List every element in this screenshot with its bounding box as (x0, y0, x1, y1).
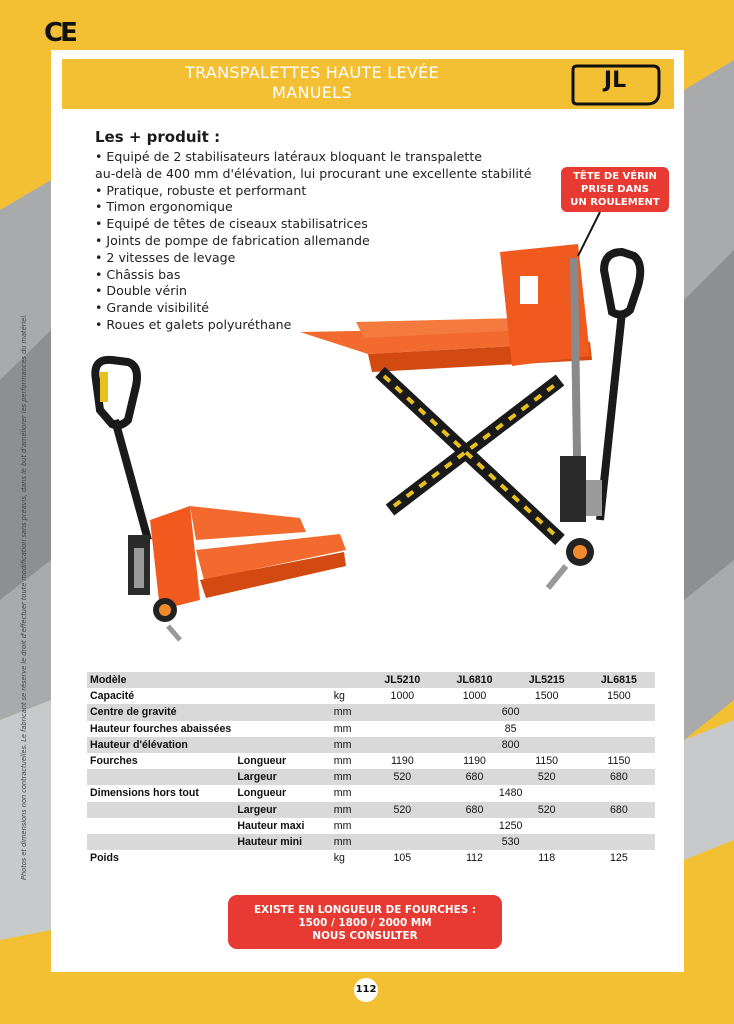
callout-line3: UN ROULEMENT (570, 197, 660, 208)
spec-value-cell: 1250 (498, 819, 523, 832)
pallet-truck-lowered-image (95, 360, 346, 640)
feature-item: • Roues et galets polyuréthane (95, 316, 292, 332)
spec-value-cell: 800 (366, 737, 655, 753)
spec-unit-cell: mm (333, 722, 352, 735)
range-badge-label: JL (603, 68, 627, 93)
spec-value-cell: 112 (466, 852, 483, 865)
spec-value-cell: 680 (583, 769, 655, 785)
spec-sub-cell (234, 850, 327, 866)
feature-item: • Equipé de 2 stabilisateurs latéraux bloquant le transpalette (95, 149, 483, 164)
fork-length-notice (228, 895, 502, 949)
spec-sub-cell (234, 704, 327, 720)
spec-name-cell (87, 769, 234, 785)
spec-unit-cell: mm (333, 787, 352, 800)
spec-sub-cell (234, 688, 327, 704)
table-row (87, 802, 655, 818)
spec-sub-cell (234, 721, 327, 737)
specs-table (87, 672, 655, 866)
features-title: Les + produit : (95, 128, 221, 146)
spec-value-cell: 1150 (607, 755, 631, 768)
table-header-label: Modèle (87, 672, 234, 688)
table-model: JL6815 (583, 672, 655, 688)
pallet-truck-raised-image (300, 244, 640, 588)
ce-mark: CE (44, 18, 75, 48)
table-model: JL6810 (438, 672, 510, 688)
spec-value-cell: 680 (438, 802, 510, 818)
spec-unit-cell: mm (328, 737, 367, 753)
feature-item: • Grande visibilité (95, 300, 210, 316)
feature-item: au-delà de 400 mm d'élévation, lui procurant une excellente stabilité (95, 165, 532, 181)
spec-value-cell: 600 (366, 704, 655, 720)
spec-value-cell: 530 (366, 834, 655, 850)
feature-item: • 2 vitesses de levage (95, 249, 236, 265)
spec-name-cell: Dimensions hors tout (90, 787, 199, 800)
spec-name-cell (87, 802, 234, 818)
spec-unit-cell: kg (333, 852, 345, 865)
table-row (87, 834, 655, 850)
spec-name-cell: Capacité (90, 690, 135, 703)
table-header-row (87, 672, 655, 688)
table-row (87, 704, 655, 720)
table-row (87, 688, 655, 704)
feature-item: • Châssis bas (95, 266, 181, 282)
notice-line2: 1500 / 1800 / 2000 MM (298, 917, 432, 929)
callout-line1: TÊTE DE VÉRIN (573, 171, 657, 182)
spec-name-cell: Fourches (90, 755, 138, 768)
spec-sub-cell: Largeur (234, 802, 327, 818)
spec-name-cell (87, 818, 234, 834)
page-title-line2: MANUELS (272, 83, 352, 102)
spec-name-cell: Hauteur d'élévation (87, 737, 234, 753)
spec-name-cell (87, 834, 234, 850)
table-row (87, 737, 655, 753)
spec-value-cell: 680 (583, 802, 655, 818)
table-model: JL5215 (511, 672, 583, 688)
spec-value-cell: 1000 (390, 690, 415, 703)
spec-unit-cell: mm (333, 819, 352, 832)
spec-value-cell: 125 (610, 852, 628, 865)
notice-line3: NOUS CONSULTER (312, 930, 418, 942)
spec-sub-cell: Longueur (237, 755, 287, 768)
table-row (87, 769, 655, 785)
spec-value-cell: 1000 (462, 690, 487, 703)
spec-name-cell: Poids (90, 852, 119, 865)
table-row (87, 818, 655, 834)
callout-line2: PRISE DANS (581, 184, 649, 195)
spec-value-cell: 1190 (463, 755, 486, 768)
callout-cylinder-head (561, 167, 669, 212)
page-title-line1: TRANSPALETTES HAUTE LEVÉE (185, 63, 439, 82)
spec-value-cell: 520 (511, 802, 583, 818)
spec-value-cell: 520 (511, 769, 583, 785)
feature-item: • Timon ergonomique (95, 199, 233, 215)
table-row (87, 753, 655, 769)
spec-unit-cell: mm (328, 834, 367, 850)
spec-value-cell: 520 (366, 769, 438, 785)
notice-line1: EXISTE EN LONGUEUR DE FOURCHES : (254, 904, 476, 916)
spec-value-cell: 1190 (390, 755, 414, 768)
table-model: JL5210 (366, 672, 438, 688)
spec-value-cell: 118 (538, 852, 556, 865)
spec-unit-cell: mm (328, 704, 367, 720)
spec-unit-cell: mm (333, 755, 352, 768)
spec-unit-cell: mm (328, 769, 367, 785)
disclaimer-note: Photos et dimensions non contractuelles. Le fabricant se réserve le droit d'effectuer toute modification sans préavis, dans le but d'améliorer les performances du matériel. (20, 313, 28, 880)
feature-item: • Double vérin (95, 283, 187, 299)
spec-sub-cell: Hauteur maxi (237, 819, 305, 832)
table-row (87, 850, 655, 866)
spec-unit-cell: mm (328, 802, 367, 818)
table-row (87, 785, 655, 801)
spec-value-cell: 1480 (498, 787, 523, 800)
spec-sub-cell (234, 737, 327, 753)
feature-item: • Pratique, robuste et performant (95, 182, 307, 198)
spec-unit-cell: kg (333, 690, 345, 703)
spec-value-cell: 1500 (534, 690, 559, 703)
feature-item: • Joints de pompe de fabrication allemande (95, 232, 370, 248)
spec-value-cell: 1150 (535, 755, 559, 768)
spec-name-cell: Hauteur fourches abaissées (90, 722, 232, 735)
table-row (87, 721, 655, 737)
feature-item: • Equipé de têtes de ciseaux stabilisatrices (95, 216, 368, 232)
spec-value-cell: 85 (504, 722, 517, 735)
page-number: 112 (354, 978, 378, 1002)
spec-sub-cell: Hauteur mini (234, 834, 327, 850)
spec-value-cell: 105 (393, 852, 412, 865)
spec-sub-cell: Longueur (237, 787, 287, 800)
specs-table-body (87, 688, 655, 866)
spec-sub-cell: Largeur (234, 769, 327, 785)
spec-value-cell: 1500 (607, 690, 631, 703)
spec-value-cell: 680 (438, 769, 510, 785)
spec-value-cell: 520 (366, 802, 438, 818)
spec-name-cell: Centre de gravité (87, 704, 234, 720)
